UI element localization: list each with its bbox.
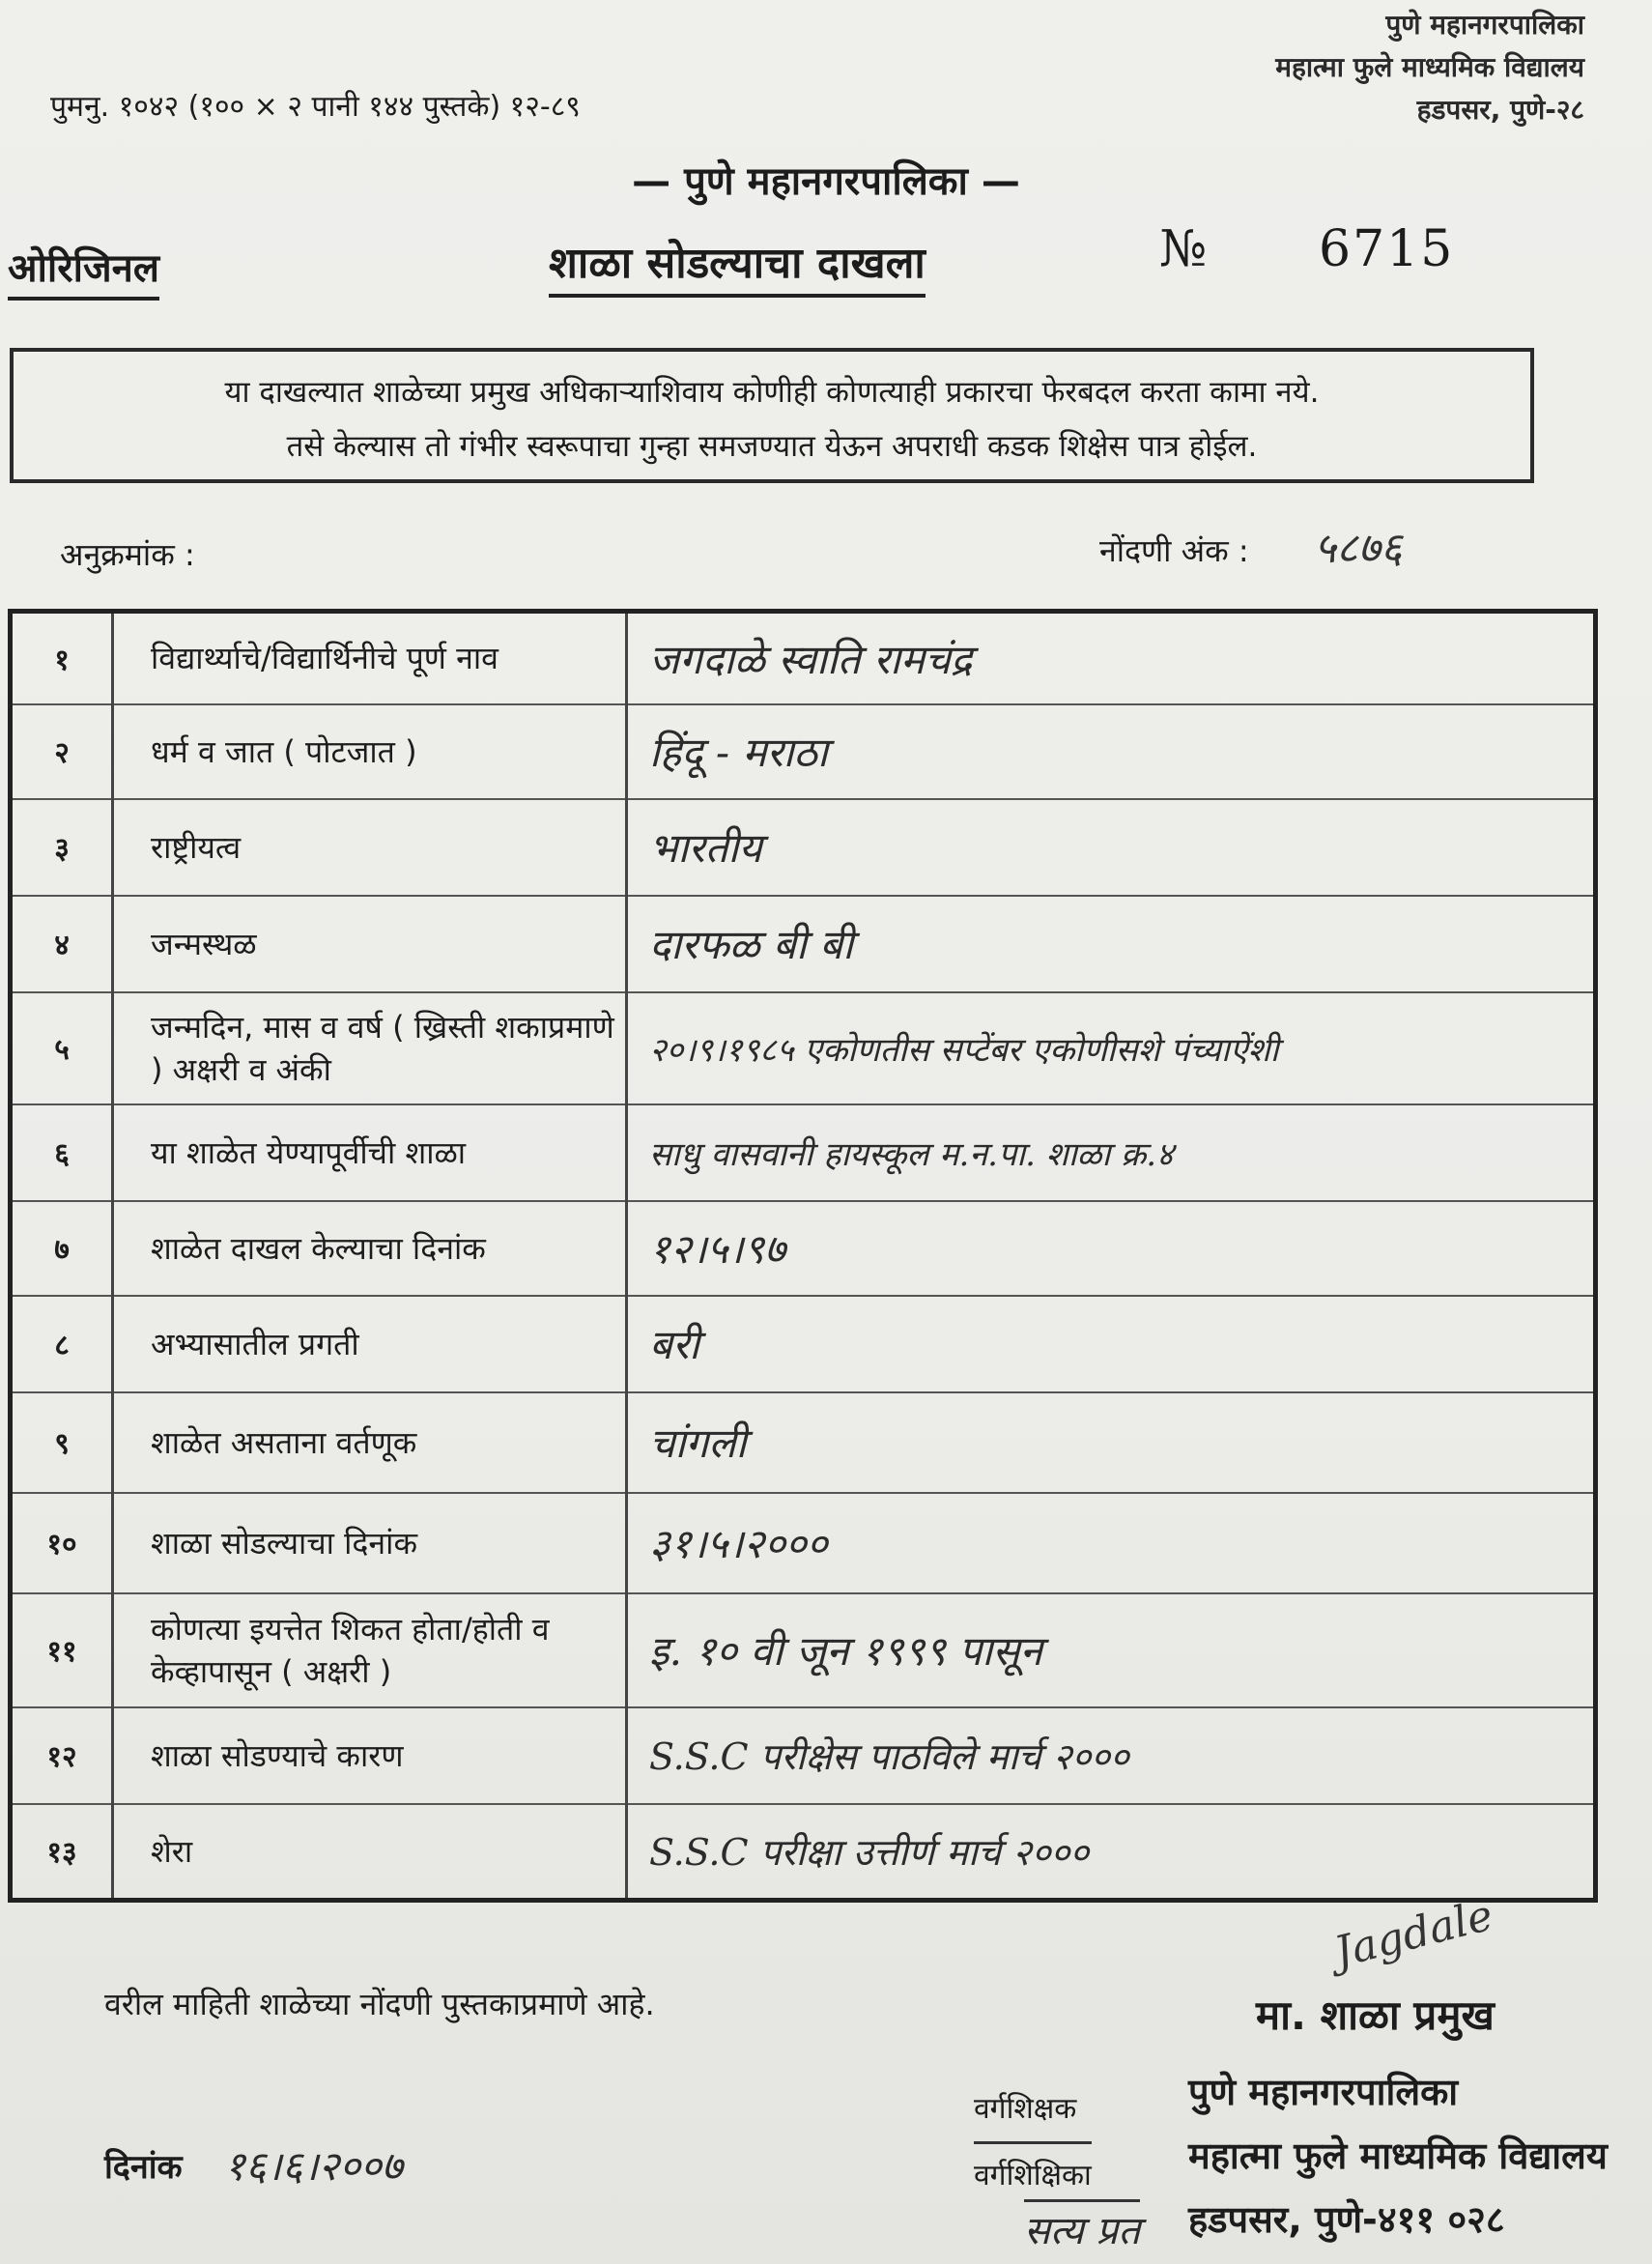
number-label: № bbox=[1159, 220, 1208, 278]
stamp-line-1: पुणे महानगरपालिका bbox=[1188, 2071, 1459, 2113]
warning-line-1: या दाखल्यात शाळेच्या प्रमुख अधिकाऱ्याशिवाय कोणीही कोणत्याही प्रकारचा फेरबदल करता कामा नये. bbox=[224, 375, 1320, 410]
table-row bbox=[11, 1392, 1596, 1493]
row-number: ३ bbox=[11, 799, 113, 896]
row-value: बरी bbox=[627, 1296, 1596, 1392]
date-value: १६।६।२००७ bbox=[224, 2142, 403, 2190]
stamp-line-2: महात्मा फुले माध्यमिक विद्यालय bbox=[1188, 2135, 1608, 2177]
table-row bbox=[11, 612, 1596, 704]
table-row bbox=[11, 1493, 1596, 1593]
row-value: दारफळ बी बी bbox=[627, 896, 1596, 992]
row-number: १० bbox=[11, 1493, 113, 1593]
row-label: राष्ट्रीयत्व bbox=[113, 799, 627, 896]
warning-box bbox=[10, 348, 1534, 483]
original-label: ओरिजिनल bbox=[8, 240, 159, 301]
row-label: या शाळेत येण्यापूर्वीची शाळा bbox=[113, 1104, 627, 1201]
row-number: १२ bbox=[11, 1707, 113, 1804]
row-label: शेरा bbox=[113, 1804, 627, 1901]
row-label: शाळेत दाखल केल्याचा दिनांक bbox=[113, 1201, 627, 1296]
row-value: साधु वासवानी हायस्कूल म.न.पा. शाळा क्र.४ bbox=[627, 1104, 1596, 1201]
row-number: ४ bbox=[11, 896, 113, 992]
row-number: ५ bbox=[11, 992, 113, 1104]
row-number: १ bbox=[11, 612, 113, 704]
row-number: ११ bbox=[11, 1593, 113, 1707]
school-stamp bbox=[1188, 2060, 1608, 2251]
row-label: जन्मदिन, मास व वर्ष ( ख्रिस्ती शकाप्रमाणे ) अक्षरी व अंकी bbox=[113, 992, 627, 1104]
top-stamp-line-2: महात्मा फुले माध्यमिक विद्यालय bbox=[1275, 51, 1584, 83]
register-label: नोंदणी अंक : bbox=[1099, 532, 1249, 569]
row-label: धर्म व जात ( पोटजात ) bbox=[113, 704, 627, 799]
corporation-heading: — पुणे महानगरपालिका — bbox=[632, 159, 1020, 204]
row-value: हिंदू - मराठा bbox=[627, 704, 1596, 799]
class-teacher-male: वर्गशिक्षक bbox=[974, 2078, 1092, 2144]
class-teacher-block bbox=[974, 2078, 1092, 2208]
certificate-number: 6715 bbox=[1319, 220, 1455, 278]
row-number: २ bbox=[11, 704, 113, 799]
table-row bbox=[11, 1104, 1596, 1201]
register-value: ५८७६ bbox=[1314, 524, 1403, 573]
table-row bbox=[11, 896, 1596, 992]
top-stamp-line-1: पुणे महानगरपालिका bbox=[1385, 9, 1584, 41]
row-value: चांगली bbox=[627, 1392, 1596, 1493]
signature: Jagdale bbox=[1329, 1890, 1498, 1978]
stamp-line-3: हडपसर, पुणे-४११ ०२८ bbox=[1188, 2198, 1505, 2241]
row-number: ९ bbox=[11, 1392, 113, 1493]
table-row bbox=[11, 1707, 1596, 1804]
row-number: १३ bbox=[11, 1804, 113, 1901]
school-head-title: मा. शाळा प्रमुख bbox=[1256, 1992, 1495, 2039]
top-stamp-line-3: हडपसर, पुणे-२८ bbox=[1416, 94, 1584, 126]
row-value: भारतीय bbox=[627, 799, 1596, 896]
info-statement: वरील माहिती शाळेच्या नोंदणी पुस्तकाप्रमाणे आहे. bbox=[104, 1986, 655, 2022]
row-label: शाळेत असताना वर्तणूक bbox=[113, 1392, 627, 1493]
class-teacher-female: वर्गशिक्षिका bbox=[974, 2159, 1092, 2192]
table-row bbox=[11, 1201, 1596, 1296]
print-info: पुमनु. १०४२ (१०० × २ पानी १४४ पुस्तके) १२-८९ bbox=[50, 90, 581, 124]
row-value: S.S.C परीक्षेस पाठविले मार्च २००० bbox=[627, 1707, 1596, 1804]
row-value: २०।९।१९८५ एकोणतीस सप्टेंबर एकोणीसशे पंच्याऐंशी bbox=[627, 992, 1596, 1104]
row-label: शाळा सोडल्याचा दिनांक bbox=[113, 1493, 627, 1593]
serial-label: अनुक्रमांक : bbox=[60, 536, 195, 573]
row-value: इ. १० वी जून १९९९ पासून bbox=[627, 1593, 1596, 1707]
table-row bbox=[11, 1804, 1596, 1901]
certificate-title: शाळा सोडल्याचा दाखला bbox=[549, 232, 926, 298]
true-copy-note: सत्य प्रत bbox=[1024, 2199, 1140, 2255]
row-label: कोणत्या इयत्तेत शिकत होता/होती व केव्हापासून ( अक्षरी ) bbox=[113, 1593, 627, 1707]
top-stamp bbox=[1275, 4, 1584, 131]
row-number: ७ bbox=[11, 1201, 113, 1296]
date-label: दिनांक bbox=[104, 2148, 183, 2187]
table-row bbox=[11, 1593, 1596, 1707]
row-value: १२।५।९७ bbox=[627, 1201, 1596, 1296]
row-label: शाळा सोडण्याचे कारण bbox=[113, 1707, 627, 1804]
row-value: ३१।५।२००० bbox=[627, 1493, 1596, 1593]
table-row bbox=[11, 992, 1596, 1104]
details-table bbox=[8, 609, 1598, 1903]
row-value: जगदाळे स्वाति रामचंद्र bbox=[627, 612, 1596, 704]
table-row bbox=[11, 704, 1596, 799]
row-value: S.S.C परीक्षा उत्तीर्ण मार्च २००० bbox=[627, 1804, 1596, 1901]
row-label: जन्मस्थळ bbox=[113, 896, 627, 992]
table-row bbox=[11, 1296, 1596, 1392]
row-number: ६ bbox=[11, 1104, 113, 1201]
row-label: अभ्यासातील प्रगती bbox=[113, 1296, 627, 1392]
row-number: ८ bbox=[11, 1296, 113, 1392]
warning-line-2: तसे केल्यास तो गंभीर स्वरूपाचा गुन्हा समजण्यात येऊन अपराधी कडक शिक्षेस पात्र होईल. bbox=[286, 429, 1258, 464]
table-row bbox=[11, 799, 1596, 896]
row-label: विद्यार्थ्याचे/विद्यार्थिनीचे पूर्ण नाव bbox=[113, 612, 627, 704]
